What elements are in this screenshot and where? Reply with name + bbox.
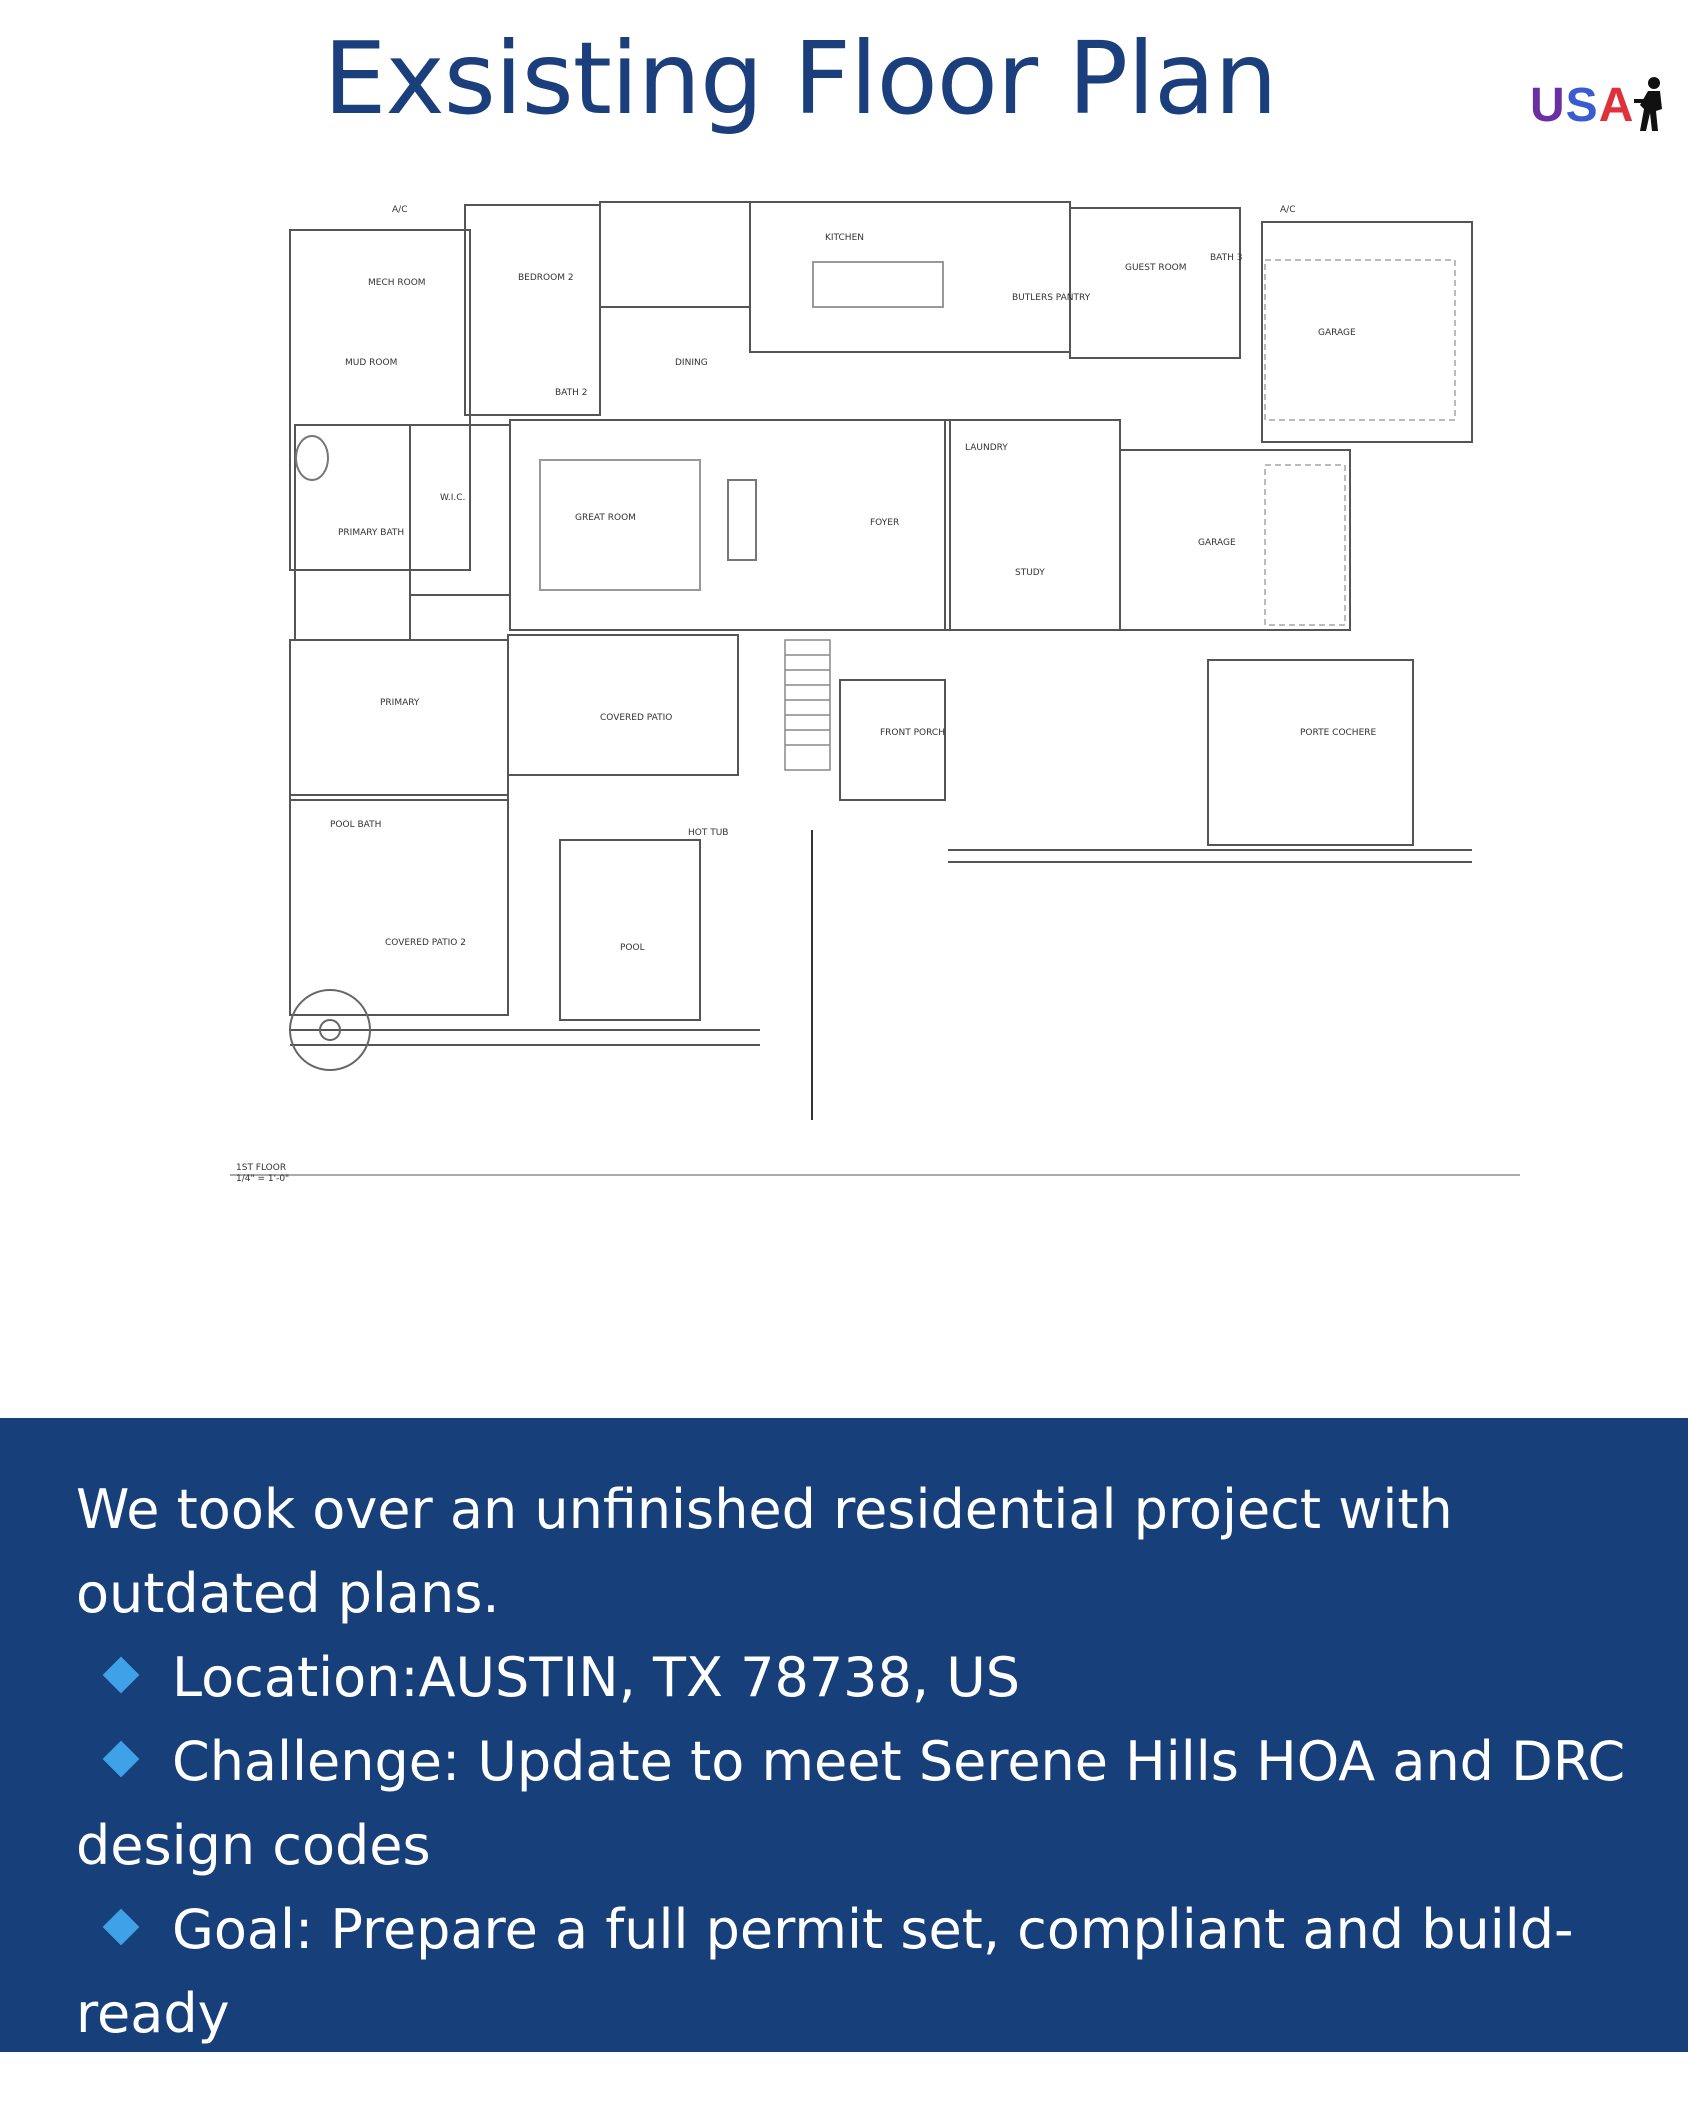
room-label-mudroom: MUD ROOM bbox=[345, 358, 398, 368]
logo-text: USA bbox=[1530, 78, 1635, 132]
description-body bbox=[76, 1468, 1636, 2056]
scale-label: 1/4" = 1'-0" bbox=[236, 1174, 290, 1184]
floor-plan-drawing bbox=[0, 150, 1688, 1200]
room-label-laundry: LAUNDRY bbox=[965, 443, 1008, 453]
room-label-primary-bath: PRIMARY BATH bbox=[338, 528, 405, 538]
room-label-front-porch: FRONT PORCH bbox=[880, 728, 945, 738]
wall-back-porch bbox=[600, 202, 750, 307]
room-label-covered-patio-2: COVERED PATIO 2 bbox=[385, 938, 466, 948]
room-label-primary: PRIMARY bbox=[380, 698, 420, 708]
room-label-kitchen: KITCHEN bbox=[825, 233, 864, 243]
diamond-bullet-icon bbox=[103, 1741, 140, 1778]
room-label-bedroom2: BEDROOM 2 bbox=[518, 273, 574, 283]
room-label-pool: POOL bbox=[620, 943, 645, 953]
bullet-location bbox=[76, 1636, 1636, 1720]
room-label-hot-tub: HOT TUB bbox=[688, 828, 729, 838]
wall-bedroom2 bbox=[465, 205, 600, 415]
challenge-text: Challenge: Update to meet Serene Hills HOA and DRC design codes bbox=[76, 1730, 1626, 1877]
room-label-ac-2: A/C bbox=[1280, 205, 1296, 215]
diamond-bullet-icon bbox=[103, 1657, 140, 1694]
floor-plan bbox=[0, 150, 1688, 1200]
room-label-bath2: BATH 2 bbox=[555, 388, 588, 398]
room-label-pantry: BUTLERS PANTRY bbox=[1012, 293, 1091, 303]
room-label-garage-2: GARAGE bbox=[1198, 538, 1236, 548]
wall-covered-patio bbox=[508, 635, 738, 775]
room-label-guest-room: GUEST ROOM bbox=[1125, 263, 1187, 273]
room-label-study: STUDY bbox=[1015, 568, 1045, 578]
room-label-porte-cochere: PORTE COCHERE bbox=[1300, 728, 1377, 738]
level-label: 1ST FLOOR bbox=[236, 1163, 287, 1173]
wall-primary bbox=[290, 640, 508, 800]
wall-garage1 bbox=[1262, 222, 1472, 442]
intro-text: We took over an unfinished residential project with outdated plans. bbox=[76, 1478, 1453, 1625]
room-label-mech-room: MECH ROOM bbox=[368, 278, 426, 288]
room-label-pool-bath: POOL BATH bbox=[330, 820, 382, 830]
room-label-garage-1: GARAGE bbox=[1318, 328, 1356, 338]
wall-front-porch bbox=[840, 680, 945, 800]
diamond-bullet-icon bbox=[103, 1909, 140, 1946]
bullet-goal bbox=[76, 1888, 1636, 2056]
wall-covered-patio2 bbox=[290, 795, 508, 1015]
worker-figure-icon bbox=[1634, 75, 1668, 135]
brand-logo bbox=[1530, 60, 1680, 150]
room-label-great-room: GREAT ROOM bbox=[575, 513, 636, 523]
room-label-dining: DINING bbox=[675, 358, 708, 368]
room-label-foyer: FOYER bbox=[870, 518, 900, 528]
bullet-challenge bbox=[76, 1720, 1636, 1888]
page-title: Exsisting Floor Plan bbox=[323, 20, 1277, 137]
project-description-panel bbox=[0, 1418, 1688, 2052]
wall-kitchen bbox=[750, 202, 1070, 352]
room-label-bath3: BATH 3 bbox=[1210, 253, 1243, 263]
room-label-covered-patio: COVERED PATIO bbox=[600, 713, 673, 723]
wall-pool bbox=[560, 840, 700, 1020]
location-text: Location:AUSTIN, TX 78738, US bbox=[172, 1646, 1021, 1709]
room-label-ac-1: A/C bbox=[392, 205, 408, 215]
wall-guest bbox=[1070, 208, 1243, 358]
goal-text: Goal: Prepare a full permit set, compliant and build-ready bbox=[76, 1898, 1574, 2045]
room-label-wic: W.I.C. bbox=[440, 493, 466, 503]
wall-porte-cochere bbox=[1208, 660, 1413, 845]
